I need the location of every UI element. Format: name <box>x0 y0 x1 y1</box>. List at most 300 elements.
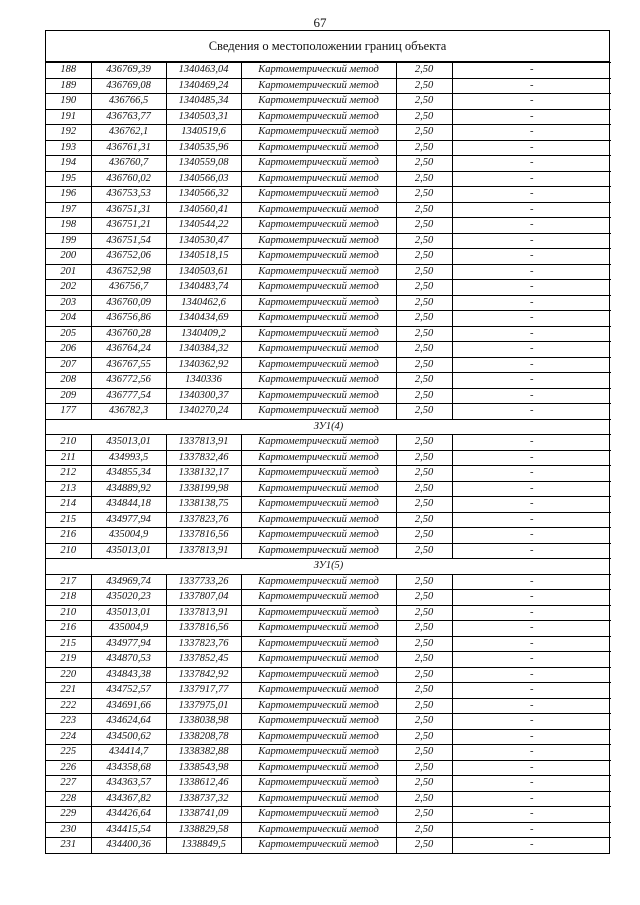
table-row <box>46 621 611 637</box>
table-row <box>46 233 611 249</box>
table-row <box>46 156 611 172</box>
y-coordinate-cell: 1340434,69 <box>166 311 241 327</box>
x-coordinate-cell: 434889,92 <box>91 481 166 497</box>
table-row <box>46 450 611 466</box>
note-cell: - <box>452 776 611 792</box>
point-number-cell: 215 <box>46 636 91 652</box>
method-cell: Картометрический метод <box>241 760 396 776</box>
point-number-cell: 204 <box>46 311 91 327</box>
note-cell: - <box>452 140 611 156</box>
table-row <box>46 342 611 358</box>
x-coordinate-cell: 434977,94 <box>91 512 166 528</box>
table-row <box>46 574 611 590</box>
note-cell: - <box>452 466 611 482</box>
x-coordinate-cell: 436761,31 <box>91 140 166 156</box>
x-coordinate-cell: 435013,01 <box>91 435 166 451</box>
point-number-cell: 203 <box>46 295 91 311</box>
point-number-cell: 195 <box>46 171 91 187</box>
note-cell: - <box>452 187 611 203</box>
method-cell: Картометрический метод <box>241 94 396 110</box>
accuracy-cell: 2,50 <box>396 543 452 559</box>
method-cell: Картометрический метод <box>241 698 396 714</box>
note-cell: - <box>452 574 611 590</box>
method-cell: Картометрический метод <box>241 512 396 528</box>
accuracy-cell: 2,50 <box>396 683 452 699</box>
x-coordinate-cell: 436756,7 <box>91 280 166 296</box>
y-coordinate-cell: 1338199,98 <box>166 481 241 497</box>
method-cell: Картометрический метод <box>241 667 396 683</box>
point-number-cell: 202 <box>46 280 91 296</box>
method-cell: Картометрический метод <box>241 202 396 218</box>
point-number-cell: 220 <box>46 667 91 683</box>
accuracy-cell: 2,50 <box>396 652 452 668</box>
y-coordinate-cell: 1337842,92 <box>166 667 241 683</box>
y-coordinate-cell: 1340485,34 <box>166 94 241 110</box>
note-cell: - <box>452 512 611 528</box>
note-cell: - <box>452 357 611 373</box>
point-number-cell: 228 <box>46 791 91 807</box>
x-coordinate-cell: 436752,06 <box>91 249 166 265</box>
method-cell: Картометрический метод <box>241 652 396 668</box>
table-row <box>46 218 611 234</box>
y-coordinate-cell: 1337852,45 <box>166 652 241 668</box>
accuracy-cell: 2,50 <box>396 450 452 466</box>
accuracy-cell: 2,50 <box>396 63 452 79</box>
x-coordinate-cell: 434624,64 <box>91 714 166 730</box>
method-cell: Картометрический метод <box>241 218 396 234</box>
table-row <box>46 435 611 451</box>
y-coordinate-cell: 1337975,01 <box>166 698 241 714</box>
accuracy-cell: 2,50 <box>396 822 452 838</box>
y-coordinate-cell: 1340519,6 <box>166 125 241 141</box>
note-cell: - <box>452 528 611 544</box>
table-row <box>46 760 611 776</box>
point-number-cell: 209 <box>46 388 91 404</box>
x-coordinate-cell: 436769,08 <box>91 78 166 94</box>
accuracy-cell: 2,50 <box>396 776 452 792</box>
method-cell: Картометрический метод <box>241 187 396 203</box>
point-number-cell: 218 <box>46 590 91 606</box>
table-row <box>46 388 611 404</box>
x-coordinate-cell: 436772,56 <box>91 373 166 389</box>
point-number-cell: 223 <box>46 714 91 730</box>
y-coordinate-cell: 1340384,32 <box>166 342 241 358</box>
accuracy-cell: 2,50 <box>396 760 452 776</box>
table-row <box>46 326 611 342</box>
y-coordinate-cell: 1337733,26 <box>166 574 241 590</box>
x-coordinate-cell: 436760,7 <box>91 156 166 172</box>
table-row <box>46 776 611 792</box>
note-cell: - <box>452 63 611 79</box>
point-number-cell: 207 <box>46 357 91 373</box>
note-cell: - <box>452 838 611 853</box>
method-cell: Картометрический метод <box>241 807 396 823</box>
y-coordinate-cell: 1338737,32 <box>166 791 241 807</box>
accuracy-cell: 2,50 <box>396 698 452 714</box>
note-cell: - <box>452 125 611 141</box>
point-number-cell: 198 <box>46 218 91 234</box>
table-row <box>46 528 611 544</box>
x-coordinate-cell: 434977,94 <box>91 636 166 652</box>
accuracy-cell: 2,50 <box>396 156 452 172</box>
table-row <box>46 466 611 482</box>
point-number-cell: 231 <box>46 838 91 853</box>
x-coordinate-cell: 436764,24 <box>91 342 166 358</box>
x-coordinate-cell: 434870,53 <box>91 652 166 668</box>
x-coordinate-cell: 434363,57 <box>91 776 166 792</box>
method-cell: Картометрический метод <box>241 63 396 79</box>
x-coordinate-cell: 436763,77 <box>91 109 166 125</box>
y-coordinate-cell: 1340362,92 <box>166 357 241 373</box>
table-row <box>46 171 611 187</box>
x-coordinate-cell: 436751,21 <box>91 218 166 234</box>
point-number-cell: 226 <box>46 760 91 776</box>
note-cell: - <box>452 156 611 172</box>
accuracy-cell: 2,50 <box>396 342 452 358</box>
table-row <box>46 280 611 296</box>
point-number-cell: 193 <box>46 140 91 156</box>
y-coordinate-cell: 1337813,91 <box>166 543 241 559</box>
x-coordinate-cell: 434993,5 <box>91 450 166 466</box>
table-row <box>46 605 611 621</box>
note-cell: - <box>452 621 611 637</box>
table-row <box>46 109 611 125</box>
accuracy-cell: 2,50 <box>396 202 452 218</box>
point-number-cell: 214 <box>46 497 91 513</box>
point-number-cell: 215 <box>46 512 91 528</box>
accuracy-cell: 2,50 <box>396 78 452 94</box>
table-row <box>46 404 611 420</box>
accuracy-cell: 2,50 <box>396 140 452 156</box>
note-cell: - <box>452 404 611 420</box>
accuracy-cell: 2,50 <box>396 590 452 606</box>
y-coordinate-cell: 1338849,5 <box>166 838 241 853</box>
table-row <box>46 683 611 699</box>
point-number-cell: 222 <box>46 698 91 714</box>
point-number-cell: 221 <box>46 683 91 699</box>
y-coordinate-cell: 1340409,2 <box>166 326 241 342</box>
note-cell: - <box>452 667 611 683</box>
method-cell: Картометрический метод <box>241 528 396 544</box>
note-cell: - <box>452 714 611 730</box>
accuracy-cell: 2,50 <box>396 481 452 497</box>
table-row <box>46 698 611 714</box>
note-cell: - <box>452 698 611 714</box>
point-number-cell: 206 <box>46 342 91 358</box>
x-coordinate-cell: 435013,01 <box>91 543 166 559</box>
accuracy-cell: 2,50 <box>396 373 452 389</box>
table-row <box>46 667 611 683</box>
point-number-cell: 219 <box>46 652 91 668</box>
method-cell: Картометрический метод <box>241 621 396 637</box>
y-coordinate-cell: 1338132,17 <box>166 466 241 482</box>
note-cell: - <box>452 264 611 280</box>
note-cell: - <box>452 78 611 94</box>
point-number-cell: 196 <box>46 187 91 203</box>
y-coordinate-cell: 1340566,32 <box>166 187 241 203</box>
x-coordinate-cell: 436751,31 <box>91 202 166 218</box>
x-coordinate-cell: 434367,82 <box>91 791 166 807</box>
table-row <box>46 187 611 203</box>
method-cell: Картометрический метод <box>241 838 396 853</box>
x-coordinate-cell: 436760,02 <box>91 171 166 187</box>
table-row <box>46 791 611 807</box>
method-cell: Картометрический метод <box>241 373 396 389</box>
accuracy-cell: 2,50 <box>396 171 452 187</box>
accuracy-cell: 2,50 <box>396 357 452 373</box>
x-coordinate-cell: 434358,68 <box>91 760 166 776</box>
method-cell: Картометрический метод <box>241 404 396 420</box>
point-number-cell: 210 <box>46 605 91 621</box>
y-coordinate-cell: 1340544,22 <box>166 218 241 234</box>
point-number-cell: 230 <box>46 822 91 838</box>
point-number-cell: 188 <box>46 63 91 79</box>
y-coordinate-cell: 1338038,98 <box>166 714 241 730</box>
boundary-table-sheet <box>45 30 610 854</box>
accuracy-cell: 2,50 <box>396 667 452 683</box>
x-coordinate-cell: 436777,54 <box>91 388 166 404</box>
table-row <box>46 512 611 528</box>
method-cell: Картометрический метод <box>241 481 396 497</box>
point-number-cell: 216 <box>46 621 91 637</box>
table-row <box>46 264 611 280</box>
table-row <box>46 63 611 79</box>
y-coordinate-cell: 1340503,31 <box>166 109 241 125</box>
accuracy-cell: 2,50 <box>396 528 452 544</box>
table-row <box>46 729 611 745</box>
note-cell: - <box>452 652 611 668</box>
method-cell: Картометрический метод <box>241 745 396 761</box>
method-cell: Картометрический метод <box>241 450 396 466</box>
y-coordinate-cell: 1338208,78 <box>166 729 241 745</box>
y-coordinate-cell: 1340270,24 <box>166 404 241 420</box>
note-cell: - <box>452 388 611 404</box>
note-cell: - <box>452 280 611 296</box>
accuracy-cell: 2,50 <box>396 466 452 482</box>
note-cell: - <box>452 295 611 311</box>
table-row <box>46 295 611 311</box>
note-cell: - <box>452 683 611 699</box>
section-row <box>46 559 611 575</box>
accuracy-cell: 2,50 <box>396 218 452 234</box>
note-cell: - <box>452 791 611 807</box>
table-row <box>46 636 611 652</box>
y-coordinate-cell: 1337813,91 <box>166 435 241 451</box>
x-coordinate-cell: 434752,57 <box>91 683 166 699</box>
accuracy-cell: 2,50 <box>396 233 452 249</box>
x-coordinate-cell: 436782,3 <box>91 404 166 420</box>
note-cell: - <box>452 745 611 761</box>
table-row <box>46 497 611 513</box>
accuracy-cell: 2,50 <box>396 435 452 451</box>
note-cell: - <box>452 481 611 497</box>
accuracy-cell: 2,50 <box>396 512 452 528</box>
point-number-cell: 177 <box>46 404 91 420</box>
accuracy-cell: 2,50 <box>396 574 452 590</box>
y-coordinate-cell: 1340518,15 <box>166 249 241 265</box>
note-cell: - <box>452 311 611 327</box>
accuracy-cell: 2,50 <box>396 605 452 621</box>
x-coordinate-cell: 435013,01 <box>91 605 166 621</box>
table-row <box>46 249 611 265</box>
accuracy-cell: 2,50 <box>396 838 452 853</box>
note-cell: - <box>452 218 611 234</box>
method-cell: Картометрический метод <box>241 388 396 404</box>
accuracy-cell: 2,50 <box>396 94 452 110</box>
note-cell: - <box>452 543 611 559</box>
note-cell: - <box>452 109 611 125</box>
note-cell: - <box>452 94 611 110</box>
point-number-cell: 208 <box>46 373 91 389</box>
note-cell: - <box>452 202 611 218</box>
table-row <box>46 202 611 218</box>
note-cell: - <box>452 822 611 838</box>
table-row <box>46 481 611 497</box>
x-coordinate-cell: 434400,36 <box>91 838 166 853</box>
table-row <box>46 311 611 327</box>
x-coordinate-cell: 435004,9 <box>91 621 166 637</box>
accuracy-cell: 2,50 <box>396 745 452 761</box>
accuracy-cell: 2,50 <box>396 791 452 807</box>
point-number-cell: 210 <box>46 435 91 451</box>
method-cell: Картометрический метод <box>241 466 396 482</box>
accuracy-cell: 2,50 <box>396 280 452 296</box>
method-cell: Картометрический метод <box>241 714 396 730</box>
note-cell: - <box>452 590 611 606</box>
accuracy-cell: 2,50 <box>396 807 452 823</box>
table-row <box>46 838 611 853</box>
y-coordinate-cell: 1338138,75 <box>166 497 241 513</box>
page-number: 67 <box>313 15 327 30</box>
method-cell: Картометрический метод <box>241 249 396 265</box>
x-coordinate-cell: 434844,18 <box>91 497 166 513</box>
method-cell: Картометрический метод <box>241 497 396 513</box>
accuracy-cell: 2,50 <box>396 264 452 280</box>
x-coordinate-cell: 434414,7 <box>91 745 166 761</box>
point-number-cell: 189 <box>46 78 91 94</box>
method-cell: Картометрический метод <box>241 78 396 94</box>
accuracy-cell: 2,50 <box>396 249 452 265</box>
y-coordinate-cell: 1338829,58 <box>166 822 241 838</box>
accuracy-cell: 2,50 <box>396 636 452 652</box>
table-row <box>46 822 611 838</box>
y-coordinate-cell: 1337917,77 <box>166 683 241 699</box>
accuracy-cell: 2,50 <box>396 388 452 404</box>
point-number-cell: 194 <box>46 156 91 172</box>
y-coordinate-cell: 1340336 <box>166 373 241 389</box>
note-cell: - <box>452 171 611 187</box>
table-row <box>46 807 611 823</box>
point-number-cell: 224 <box>46 729 91 745</box>
method-cell: Картометрический метод <box>241 791 396 807</box>
y-coordinate-cell: 1340463,04 <box>166 63 241 79</box>
method-cell: Картометрический метод <box>241 590 396 606</box>
y-coordinate-cell: 1337832,46 <box>166 450 241 466</box>
method-cell: Картометрический метод <box>241 295 396 311</box>
y-coordinate-cell: 1340300,37 <box>166 388 241 404</box>
point-number-cell: 190 <box>46 94 91 110</box>
x-coordinate-cell: 434426,64 <box>91 807 166 823</box>
y-coordinate-cell: 1337823,76 <box>166 636 241 652</box>
table-row <box>46 714 611 730</box>
x-coordinate-cell: 436756,86 <box>91 311 166 327</box>
y-coordinate-cell: 1337813,91 <box>166 605 241 621</box>
accuracy-cell: 2,50 <box>396 109 452 125</box>
method-cell: Картометрический метод <box>241 109 396 125</box>
table-title: Сведения о местоположении границ объекта <box>46 31 609 62</box>
y-coordinate-cell: 1338741,09 <box>166 807 241 823</box>
table-row <box>46 78 611 94</box>
table-row <box>46 543 611 559</box>
note-cell: - <box>452 729 611 745</box>
y-coordinate-cell: 1340560,41 <box>166 202 241 218</box>
table-row <box>46 125 611 141</box>
method-cell: Картометрический метод <box>241 822 396 838</box>
note-cell: - <box>452 636 611 652</box>
method-cell: Картометрический метод <box>241 683 396 699</box>
accuracy-cell: 2,50 <box>396 326 452 342</box>
table-row <box>46 590 611 606</box>
table-body <box>46 63 611 853</box>
coordinates-table <box>46 62 611 853</box>
x-coordinate-cell: 434843,38 <box>91 667 166 683</box>
table-row <box>46 652 611 668</box>
y-coordinate-cell: 1337823,76 <box>166 512 241 528</box>
y-coordinate-cell: 1340469,24 <box>166 78 241 94</box>
note-cell: - <box>452 249 611 265</box>
note-cell: - <box>452 373 611 389</box>
table-row <box>46 357 611 373</box>
point-number-cell: 191 <box>46 109 91 125</box>
x-coordinate-cell: 434500,62 <box>91 729 166 745</box>
table-row <box>46 94 611 110</box>
method-cell: Картометрический метод <box>241 264 396 280</box>
method-cell: Картометрический метод <box>241 574 396 590</box>
y-coordinate-cell: 1340530,47 <box>166 233 241 249</box>
section-label: ЗУ1(4) <box>46 419 611 435</box>
method-cell: Картометрический метод <box>241 543 396 559</box>
x-coordinate-cell: 436760,28 <box>91 326 166 342</box>
method-cell: Картометрический метод <box>241 605 396 621</box>
section-row <box>46 419 611 435</box>
x-coordinate-cell: 434415,54 <box>91 822 166 838</box>
method-cell: Картометрический метод <box>241 435 396 451</box>
method-cell: Картометрический метод <box>241 342 396 358</box>
point-number-cell: 199 <box>46 233 91 249</box>
method-cell: Картометрический метод <box>241 357 396 373</box>
x-coordinate-cell: 436769,39 <box>91 63 166 79</box>
point-number-cell: 225 <box>46 745 91 761</box>
x-coordinate-cell: 435004,9 <box>91 528 166 544</box>
y-coordinate-cell: 1337816,56 <box>166 528 241 544</box>
x-coordinate-cell: 435020,23 <box>91 590 166 606</box>
table-row <box>46 140 611 156</box>
point-number-cell: 227 <box>46 776 91 792</box>
x-coordinate-cell: 436766,5 <box>91 94 166 110</box>
point-number-cell: 213 <box>46 481 91 497</box>
note-cell: - <box>452 760 611 776</box>
method-cell: Картометрический метод <box>241 140 396 156</box>
y-coordinate-cell: 1340566,03 <box>166 171 241 187</box>
method-cell: Картометрический метод <box>241 729 396 745</box>
method-cell: Картометрический метод <box>241 171 396 187</box>
accuracy-cell: 2,50 <box>396 187 452 203</box>
point-number-cell: 211 <box>46 450 91 466</box>
accuracy-cell: 2,50 <box>396 311 452 327</box>
accuracy-cell: 2,50 <box>396 621 452 637</box>
accuracy-cell: 2,50 <box>396 404 452 420</box>
x-coordinate-cell: 434855,34 <box>91 466 166 482</box>
